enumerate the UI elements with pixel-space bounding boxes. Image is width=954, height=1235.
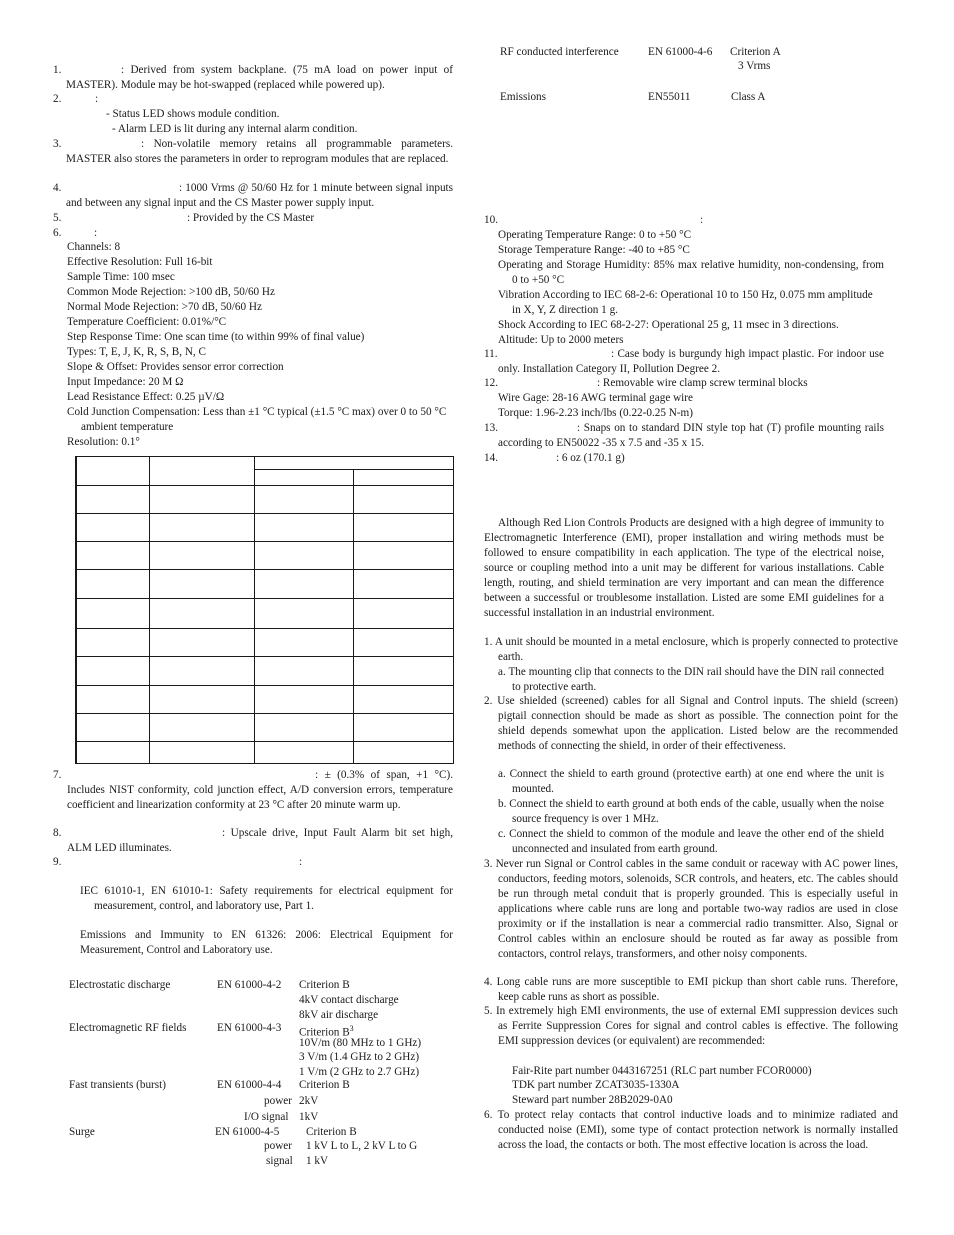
esd-crit: Criterion B xyxy=(299,979,350,991)
env-spec-list xyxy=(498,228,884,348)
spec-construction: : Case body is burgundy high impact plastic. For indoor use only. Installation Category II, Pollution Degree 2. xyxy=(498,348,884,375)
spec-line: Slope & Offset: Provides sensor error correction xyxy=(67,361,284,373)
spec-accuracy: : ± (0.3% of span, +1 °C). Includes NIST conformity, cold junction effect, A/D conversion errors, temperature coefficient and linearization conformity at 23 °C after 20 minute warm up. xyxy=(67,769,453,811)
table-row xyxy=(76,628,453,656)
table-cell xyxy=(353,470,453,486)
spec-line: Step Response Time: One scan time (to within 99% of final value) xyxy=(67,331,365,343)
table-row xyxy=(76,486,453,514)
env-line: Operating Temperature Range: 0 to +50 °C xyxy=(498,229,692,241)
rf-std: EN 61000-4-3 xyxy=(217,1022,282,1034)
item-number: 2. xyxy=(53,93,62,105)
spec-mounting: : Snaps on to standard DIN style top hat (T) profile mounting rails according to EN50022 -35 x 7.5 and -35 x 15. xyxy=(498,422,884,449)
spec-sensor-fault: : Upscale drive, Input Fault Alarm bit set high, ALM LED illuminates. xyxy=(67,827,453,854)
wire-gage: Wire Gage: 28-16 AWG terminal gage wire xyxy=(498,392,693,404)
spec-isolation: : 1000 Vrms @ 50/60 Hz for 1 minute between signal inputs and between any signal input and the CS Master power supply input. xyxy=(66,182,453,209)
table-cell xyxy=(254,470,353,486)
eft-name: Fast transients (burst) xyxy=(69,1079,166,1091)
item-number: 11. xyxy=(484,348,498,360)
surge-crit: Criterion B xyxy=(306,1126,357,1138)
surge-power-value: 1 kV L to L, 2 kV L to G xyxy=(306,1140,418,1152)
spec-line: Types: T, E, J, K, R, S, B, N, C xyxy=(67,346,206,358)
surge-signal-label: signal xyxy=(266,1155,293,1167)
emissions-note: Emissions and Immunity to EN 61326: 2006: Electrical Equipment for Measurement, Control and Laboratory use. xyxy=(80,929,453,956)
emi-guideline: 4. Long cable runs are more susceptible to EMI pickup than short cable runs. Therefore, keep cable runs as short as possible. xyxy=(484,976,898,1003)
emi-guideline: 6. To protect relay contacts that control inductive loads and to minimize radiated and conducted noise (EMI), some type of contact protection network is normally installed across the load, the contacts or both. The most effective location is across the load. xyxy=(484,1109,898,1151)
item-number: 8. xyxy=(53,827,62,839)
led-alarm-text: - Alarm LED is lit during any internal alarm condition. xyxy=(112,123,358,135)
env-line: Shock According to IEC 68-2-27: Operational 25 g, 11 msec in 3 directions. xyxy=(498,319,839,331)
eft-power-value: 2kV xyxy=(299,1095,319,1107)
emi-guideline: 1. A unit should be mounted in a metal enclosure, which is properly connected to protective earth. xyxy=(484,636,898,663)
part-number: Steward part number 28B2029-0A0 xyxy=(512,1094,673,1106)
spec-environmental: : xyxy=(700,214,704,226)
table-cell xyxy=(149,457,254,486)
emi-guideline: 2. Use shielded (screened) cables for all Signal and Control inputs. The shield (screen) pigtail connection should be made as short as possible. The connection point for the shield depends somewhat upon the application. Listed below are the recommended methods of connecting the shield, in order of their effectiveness. xyxy=(484,695,898,752)
spec-line: Common Mode Rejection: >100 dB, 50/60 Hz xyxy=(67,286,275,298)
table-row xyxy=(76,570,453,599)
table-row xyxy=(76,685,453,713)
spec-line: Lead Resistance Effect: 0.25 µV/Ω xyxy=(67,391,225,403)
rf-line: 3 V/m (1.4 GHz to 2 GHz) xyxy=(299,1051,420,1063)
eft-signal-label: I/O signal xyxy=(244,1111,289,1123)
spec-power: : Derived from system backplane. (75 mA load on power input of MASTER). Module may be hot-swapped (replaced while powered up). xyxy=(66,64,453,91)
rfci-crit: Criterion A xyxy=(730,46,781,58)
spec-line: Resolution: 0.1° xyxy=(67,436,140,448)
input-spec-list xyxy=(67,240,453,450)
spec-memory: : Non-volatile memory retains all programmable parameters. MASTER also stores the parameters in order to reprogram modules that are replaced. xyxy=(66,138,453,165)
table-cell xyxy=(254,457,453,470)
spec-weight: : 6 oz (170.1 g) xyxy=(556,452,625,464)
part-number: Fair-Rite part number 0443167251 (RLC part number FCOR0000) xyxy=(512,1065,812,1077)
wire-torque: Torque: 1.96-2.23 inch/lbs (0.22-0.25 N-m) xyxy=(498,407,693,419)
eft-std: EN 61000-4-4 xyxy=(217,1079,282,1091)
spec-line: Channels: 8 xyxy=(67,241,121,253)
emi-subguideline: c. Connect the shield to common of the module and leave the other end of the shield unconnected and insulated from earth ground. xyxy=(498,828,884,855)
item-number: 3. xyxy=(53,138,62,150)
env-line: Storage Temperature Range: -40 to +85 °C xyxy=(498,244,690,256)
item-number: 14. xyxy=(484,452,498,464)
table-row xyxy=(76,542,453,570)
item-number: 9. xyxy=(53,856,62,868)
table-row xyxy=(76,713,453,741)
spec-certifications: : xyxy=(299,856,303,868)
spec-line: Normal Mode Rejection: >70 dB, 50/60 Hz xyxy=(67,301,262,313)
spec-leds: : xyxy=(95,93,99,105)
emi-intro: Although Red Lion Controls Products are designed with a high degree of immunity to Electromagnetic Interference (EMI), proper installation and wiring methods must be followed to ensure compatibility in each application. The type of the electrical noise, source or coupling method into a unit may be different for various installations. Cable length, routing, and shield termination are very important and can mean the difference between a successful or troublesome installation. Listed are some EMI guidelines for a successful installation in an industrial environment. xyxy=(484,517,884,619)
emissions-std: EN55011 xyxy=(648,91,691,103)
env-line: Altitude: Up to 2000 meters xyxy=(498,334,624,346)
rf-line: 1 V/m (2 GHz to 2.7 GHz) xyxy=(299,1066,420,1078)
table-row xyxy=(76,514,453,542)
env-line: Operating and Storage Humidity: 85% max relative humidity, non-condensing, from 0 to +50 °C xyxy=(498,259,884,286)
rf-crit: Criterion $B^3$ xyxy=(299,1024,354,1039)
rf-name: Electromagnetic RF fields xyxy=(69,1022,187,1034)
surge-signal-value: 1 kV xyxy=(306,1155,329,1167)
esd-line: 8kV air discharge xyxy=(299,1009,379,1021)
esd-std: EN 61000-4-2 xyxy=(217,979,282,991)
rfci-name: RF conducted interference xyxy=(500,46,619,58)
spec-inputs: : xyxy=(94,227,98,239)
env-line: Vibration According to IEC 68-2-6: Operational 10 to 150 Hz, 0.075 mm amplitude in X, Y, Z direction 1 g. xyxy=(498,289,873,316)
spec-line: Input Impedance: 20 M Ω xyxy=(67,376,184,388)
table-row xyxy=(76,656,453,685)
spec-line: Effective Resolution: Full 16-bit xyxy=(67,256,213,268)
item-number: 7. xyxy=(53,769,62,781)
emi-guideline: 3. Never run Signal or Control cables in the same conduit or raceway with AC power lines, conductors, feeding motors, solenoids, SCR controls, and heaters, etc. The cables should be run through metal conduit that is properly grounded. This is especially useful in applications where cable runs are long and portable two-way radios are used in close proximity or if the installation is near a commercial radio transmitter. Also, Signal or Control cables within an enclosure should be routed as far away as possible from contactors, control relays, transformers, and other noisy components. xyxy=(484,858,898,960)
led-status-text: - Status LED shows module condition. xyxy=(106,108,280,120)
item-number: 4. xyxy=(53,182,62,194)
rf-line: 10V/m (80 MHz to 1 GHz) xyxy=(299,1037,422,1049)
spec-line: Sample Time: 100 msec xyxy=(67,271,175,283)
spec-line: Temperature Coefficient: 0.01%/°C xyxy=(67,316,227,328)
spec-connections: : Removable wire clamp screw terminal blocks xyxy=(597,377,808,389)
item-number: 12. xyxy=(484,377,498,389)
item-number: 6. xyxy=(53,227,62,239)
table-row xyxy=(76,741,453,763)
surge-power-label: power xyxy=(264,1140,292,1152)
surge-std: EN 61000-4-5 xyxy=(215,1126,280,1138)
emi-subguideline: b. Connect the shield to earth ground at both ends of the cable, usually when the noise source frequency is over 1 MHz. xyxy=(498,798,884,825)
item-number: 10. xyxy=(484,214,498,226)
emi-guideline: 5. In extremely high EMI environments, the use of external EMI suppression devices such as Ferrite Suppression Cores for signal and control cables is effective. The following EMI suppression devices (or equivalent) are recommended: xyxy=(484,1005,898,1047)
table-row xyxy=(76,599,453,628)
emissions-class: Class A xyxy=(731,91,766,103)
surge-name: Surge xyxy=(69,1126,95,1138)
esd-name: Electrostatic discharge xyxy=(69,979,171,991)
thermocouple-table xyxy=(75,456,454,764)
table-cell xyxy=(76,457,149,486)
iec-text: IEC 61010-1, EN 61010-1: Safety requirements for electrical equipment for measurement, control, and laboratory use, Part 1. xyxy=(80,885,453,912)
item-number: 13. xyxy=(484,422,498,434)
esd-line: 4kV contact discharge xyxy=(299,994,399,1006)
item-number: 1. xyxy=(53,64,62,76)
eft-power-label: power xyxy=(264,1095,292,1107)
part-number: TDK part number ZCAT3035-1330A xyxy=(512,1079,680,1091)
emi-subguideline: a. Connect the shield to earth ground (protective earth) at one end where the unit is mounted. xyxy=(498,768,884,795)
eft-crit: Criterion B xyxy=(299,1079,350,1091)
eft-signal-value: 1kV xyxy=(299,1111,319,1123)
spec-power-supply: : Provided by the CS Master xyxy=(187,212,315,224)
emissions-name: Emissions xyxy=(500,91,547,103)
spec-line: Cold Junction Compensation: Less than ±1 °C typical (±1.5 °C max) over 0 to 50 °C ambient temperature xyxy=(67,406,447,433)
rfci-std: EN 61000-4-6 xyxy=(648,46,713,58)
item-number: 5. xyxy=(53,212,62,224)
emi-subguideline: a. The mounting clip that connects to the DIN rail should have the DIN rail connected to protective earth. xyxy=(498,666,884,693)
rfci-value: 3 Vrms xyxy=(738,60,771,72)
